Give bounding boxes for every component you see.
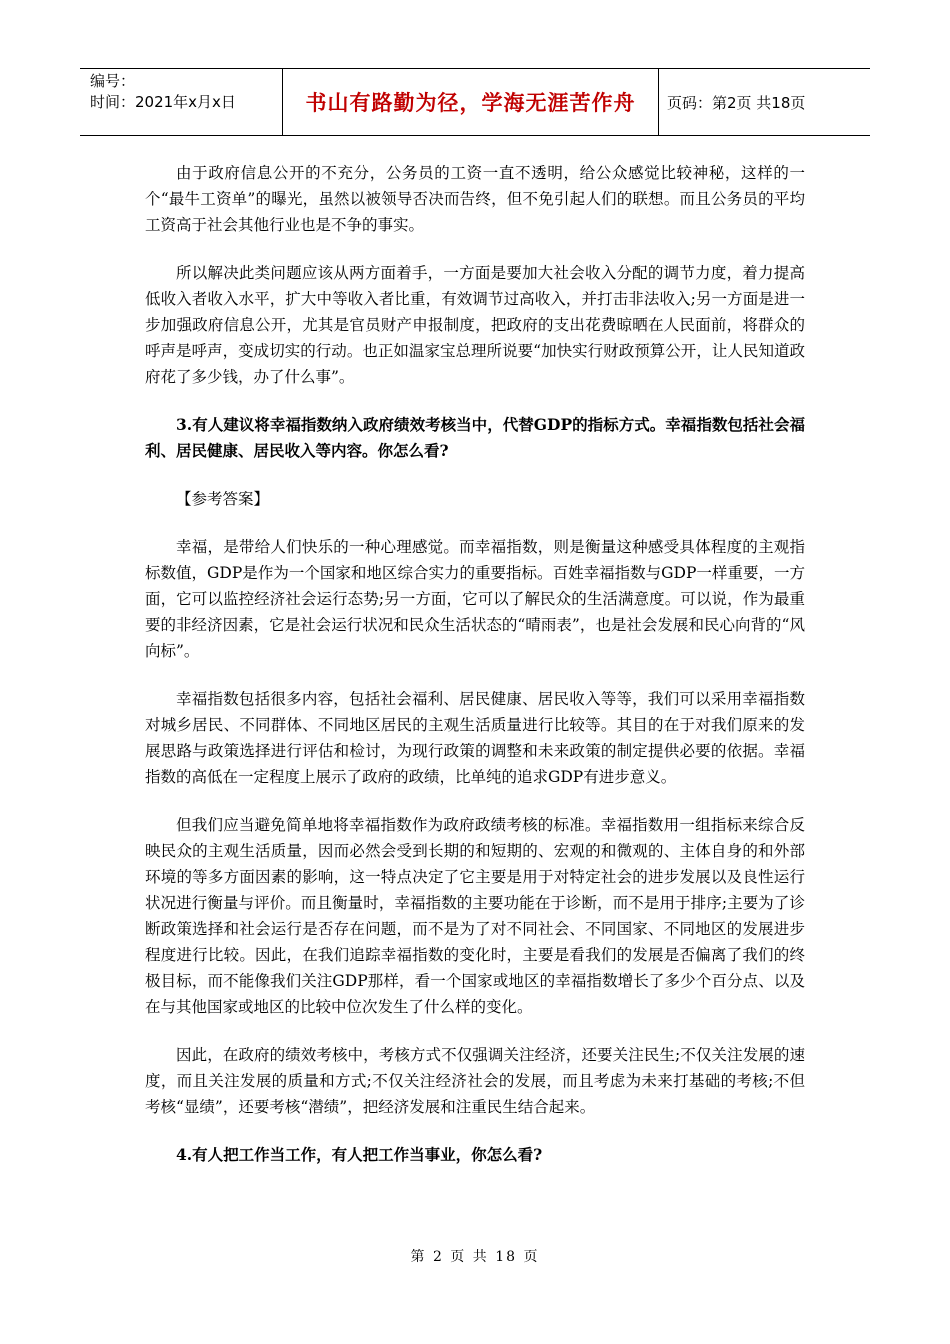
reference-answer-label: 【参考答案】	[176, 490, 270, 508]
page-header	[80, 68, 870, 136]
paragraph-happiness-content: 幸福指数包括很多内容，包括社会福利、居民健康、居民收入等等，我们可以采用幸福指数对城乡居民、不同群体、不同地区居民的主观生活质量进行比较等。其目的在于对我们原来的发展思路与政策选择进行评估和检讨，为现行政策的调整和未来政策的制定提供必要的依据。幸福指数的高低在一定程度上展示了政府的政绩，比单纯的追求GDP有进步意义。	[145, 690, 805, 786]
date-label: 时间：2021年x月x日	[90, 93, 236, 111]
header-motto: 书山有路勤为径，学海无涯苦作舟	[283, 69, 659, 135]
header-meta	[80, 69, 283, 135]
question-3: 3.有人建议将幸福指数纳入政府绩效考核当中，代替GDP的指标方式。幸福指数包括社会福利、居民健康、居民收入等内容。你怎么看?	[145, 415, 805, 460]
paragraph-solution: 所以解决此类问题应该从两方面着手，一方面是要加大社会收入分配的调节力度，着力提高低收入者收入水平，扩大中等收入者比重，有效调节过高收入，并打击非法收入;另一方面是进一步加强政府信息公开，尤其是官员财产申报制度，把政府的支出花费晾晒在人民面前，将群众的呼声是呼声，变成切实的行动。也正如温家宝总理所说要“加快实行财政预算公开，让人民知道政府花了多少钱，办了什么事”。	[145, 264, 805, 386]
paragraph-salary-opacity: 由于政府信息公开的不充分，公务员的工资一直不透明，给公众感觉比较神秘，这样的一个“最牛工资单”的曝光，虽然以被领导否决而告终，但不免引起人们的联想。而且公务员的平均工资高于社会其他行业也是不争的事实。	[145, 164, 805, 234]
paragraph-avoid-simple-standard: 但我们应当避免简单地将幸福指数作为政府政绩考核的标准。幸福指数用一组指标来综合反映民众的主观生活质量，因而必然会受到长期的和短期的、宏观的和微观的、主体自身的和外部环境的等多方面因素的影响，这一特点决定了它主要是用于对特定社会的进步发展以及良性运行状况进行衡量与评价。而且衡量时，幸福指数的主要功能在于诊断，而不是用于排序;主要为了诊断政策选择和社会运行是否存在问题，而不是为了对不同社会、不同国家、不同地区的发展进步程度进行比较。因此，在我们追踪幸福指数的变化时，主要是看我们的发展是否偏离了我们的终极目标，而不能像我们关注GDP那样，看一个国家或地区的幸福指数增长了多少个百分点、以及在与其他国家或地区的比较中位次发生了什么样的变化。	[145, 816, 805, 1016]
paragraph-conclusion: 因此，在政府的绩效考核中，考核方式不仅强调关注经济，还要关注民生;不仅关注发展的速度，而且关注发展的质量和方式;不仅关注经济社会的发展，而且考虑为未来打基础的考核;不但考核“显绩”，还要考核“潜绩”，把经济发展和注重民生结合起来。	[145, 1046, 805, 1116]
number-label: 编号：	[90, 72, 136, 90]
paragraph-happiness-definition: 幸福，是带给人们快乐的一种心理感觉。而幸福指数，则是衡量这种感受具体程度的主观指标数值，GDP是作为一个国家和地区综合实力的重要指标。百姓幸福指数与GDP一样重要，一方面，它可以监控经济社会运行态势;另一方面，它可以了解民众的生活满意度。可以说，作为最重要的非经济因素，它是社会运行状况和民众生活状态的“晴雨表”，也是社会发展和民心向背的“风向标”。	[145, 538, 805, 660]
page-footer: 第 2 页 共 18 页	[410, 1249, 540, 1265]
question-4: 4.有人把工作当工作，有人把工作当事业，你怎么看?	[176, 1145, 543, 1164]
document-body	[145, 160, 805, 1190]
header-page-info: 页码：第2页 共18页	[667, 93, 806, 112]
